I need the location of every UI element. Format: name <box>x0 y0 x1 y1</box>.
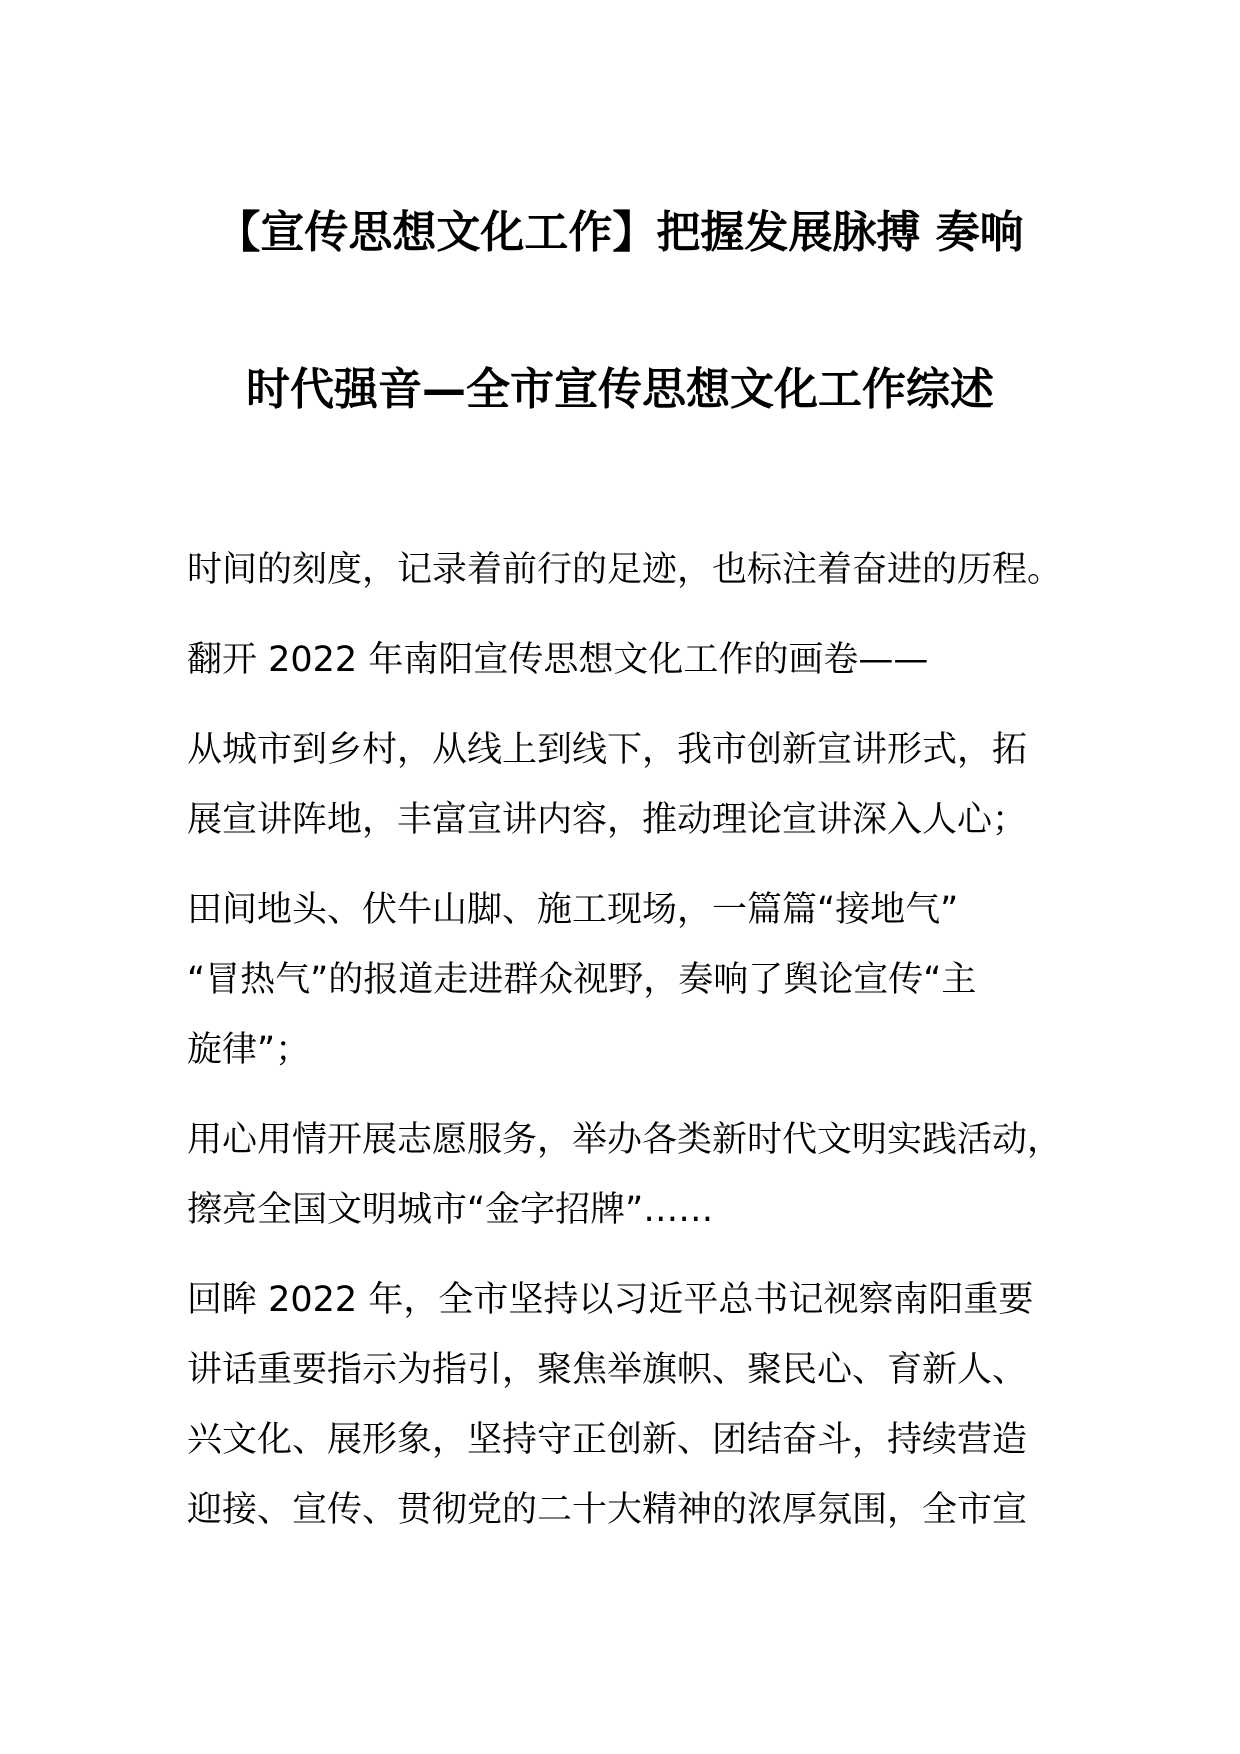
body-line: 旋律”； <box>187 1030 311 1070</box>
body-line: “冒热气”的报道走进群众视野，奏响了舆论宣传“主 <box>187 960 977 1000</box>
body-line: 迎接、宣传、贯彻党的二十大精神的浓厚氛围，全市宣 <box>187 1490 1028 1530</box>
body-line: 用心用情开展志愿服务，举办各类新时代文明实践活动， <box>187 1120 1063 1160</box>
body-line: 翻开 2022 年南阳宣传思想文化工作的画卷—— <box>187 640 929 680</box>
document-title-line-1: 【宣传思想文化工作】把握发展脉搏 奏响 <box>216 207 1024 258</box>
body-line: 兴文化、展形象，坚持守正创新、团结奋斗，持续营造 <box>187 1420 1028 1460</box>
body-line: 擦亮全国文明城市“金字招牌”…… <box>187 1190 714 1230</box>
body-line: 回眸 2022 年，全市坚持以习近平总书记视察南阳重要 <box>187 1280 1034 1320</box>
body-line: 田间地头、伏牛山脚、施工现场，一篇篇“接地气” <box>187 890 959 930</box>
body-line: 时间的刻度，记录着前行的足迹，也标注着奋进的历程。 <box>187 550 1063 590</box>
document-title-line-2: 时代强音—全市宣传思想文化工作综述 <box>246 364 994 415</box>
body-line: 讲话重要指示为指引，聚焦举旗帜、聚民心、育新人、 <box>187 1350 1028 1390</box>
body-line: 展宣讲阵地，丰富宣讲内容，推动理论宣讲深入人心； <box>187 800 1028 840</box>
body-line: 从城市到乡村，从线上到线下，我市创新宣讲形式，拓 <box>187 730 1028 770</box>
